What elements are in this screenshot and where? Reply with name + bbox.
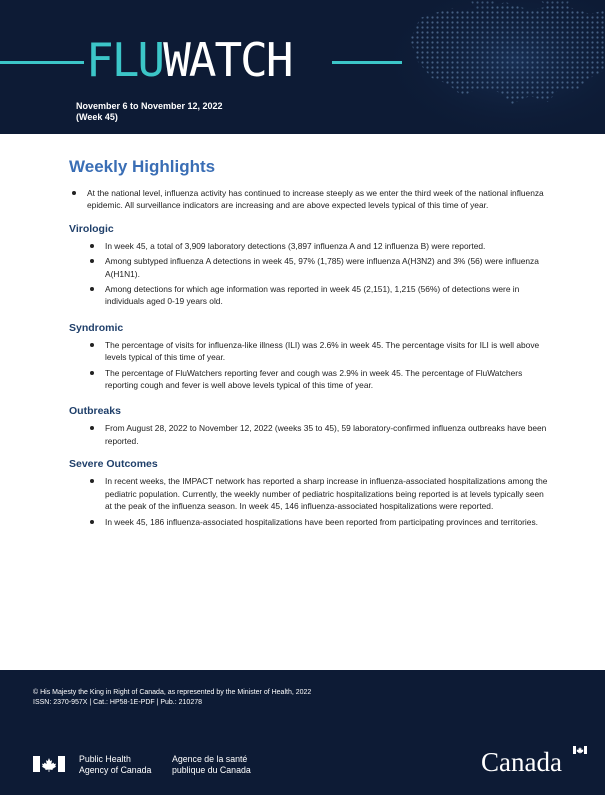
virologic-list	[69, 240, 549, 308]
fluwatch-logo	[0, 33, 605, 87]
section-heading-virologic: Virologic	[69, 222, 114, 235]
severe-outcomes-list	[69, 475, 549, 528]
section-heading-severe-outcomes: Severe Outcomes	[69, 458, 158, 471]
logo-accent-line	[332, 61, 402, 64]
agency-fr-line: Agence de la santé	[172, 754, 248, 764]
list-item: The percentage of visits for influenza-like illness (ILI) was 2.6% in week 45. The percentage visits for ILI is well above levels typical of this time of year.	[69, 339, 549, 364]
list-item: In week 45, a total of 3,909 laboratory detections (3,897 influenza A and 12 influenza B) were reported.	[69, 240, 549, 252]
canada-wordmark: Canada	[481, 747, 562, 777]
agency-fr-line: publique du Canada	[172, 764, 251, 775]
logo-wordmark	[86, 33, 292, 87]
agency-name-french	[172, 754, 251, 775]
agency-en-line: Agency of Canada	[79, 764, 152, 775]
footer	[0, 670, 605, 795]
list-item: In recent weeks, the IMPACT network has reported a sharp increase in influenza-associated hospitalizations among the pediatric population. Currently, the weekly number of pediatric hospitalizations being reported is at levels typically seen at the peak of the influenza season. In week 45, 146 influenza-associated hospitalizations were reported.	[69, 475, 549, 512]
list-item: In week 45, 186 influenza-associated hospitalizations have been reported from participating provinces and territories.	[69, 516, 549, 528]
canada-flag-icon	[33, 756, 65, 772]
intro-list	[69, 187, 549, 212]
list-item: From August 28, 2022 to November 12, 2022 (weeks 35 to 45), 59 laboratory-confirmed influenza outbreaks have been reported.	[69, 422, 549, 447]
date-range: November 6 to November 12, 2022	[76, 101, 223, 111]
agency-en-line: Public Health	[79, 754, 131, 764]
list-item: Among subtyped influenza A detections in week 45, 97% (1,785) were influenza A(H3N2) and 3% (56) were influenza A(H1N1).	[69, 255, 549, 280]
wordmark-flag-icon	[573, 746, 587, 754]
highlights-content	[69, 157, 549, 531]
logo-watch: WATCH	[163, 33, 292, 87]
outbreaks-list	[69, 422, 549, 447]
list-item: The percentage of FluWatchers reporting fever and cough was 2.9% in week 45. The percentage of FluWatchers reporting cough and fever is well above levels typical of this time of year.	[69, 367, 549, 392]
list-item: At the national level, influenza activity has continued to increase steeply as we enter the third week of the national influenza epidemic. All surveillance indicators are increasing and are above expected levels typical of this time of year.	[69, 187, 549, 212]
list-item: Among detections for which age information was reported in week 45 (2,151), 1,215 (56%) of detections were in individuals aged 0-19 years old.	[69, 283, 549, 308]
copyright-text: © His Majesty the King in Right of Canada, as represented by the Minister of Health, 2022	[33, 689, 312, 696]
week-number: (Week 45)	[76, 112, 118, 122]
report-period	[76, 101, 223, 123]
section-heading-outbreaks: Outbreaks	[69, 405, 121, 418]
logo-accent-line	[0, 61, 84, 64]
logo-flu: FLU	[86, 33, 164, 87]
header-banner	[0, 0, 605, 134]
section-heading-syndromic: Syndromic	[69, 321, 124, 334]
syndromic-list	[69, 339, 549, 392]
publication-ids: ISSN: 2370-957X | Cat.: HP58-1E-PDF | Pub.: 210278	[33, 699, 203, 706]
agency-name-english	[79, 754, 151, 775]
copyright-notice	[33, 688, 311, 708]
page-title: Weekly Highlights	[69, 157, 216, 176]
